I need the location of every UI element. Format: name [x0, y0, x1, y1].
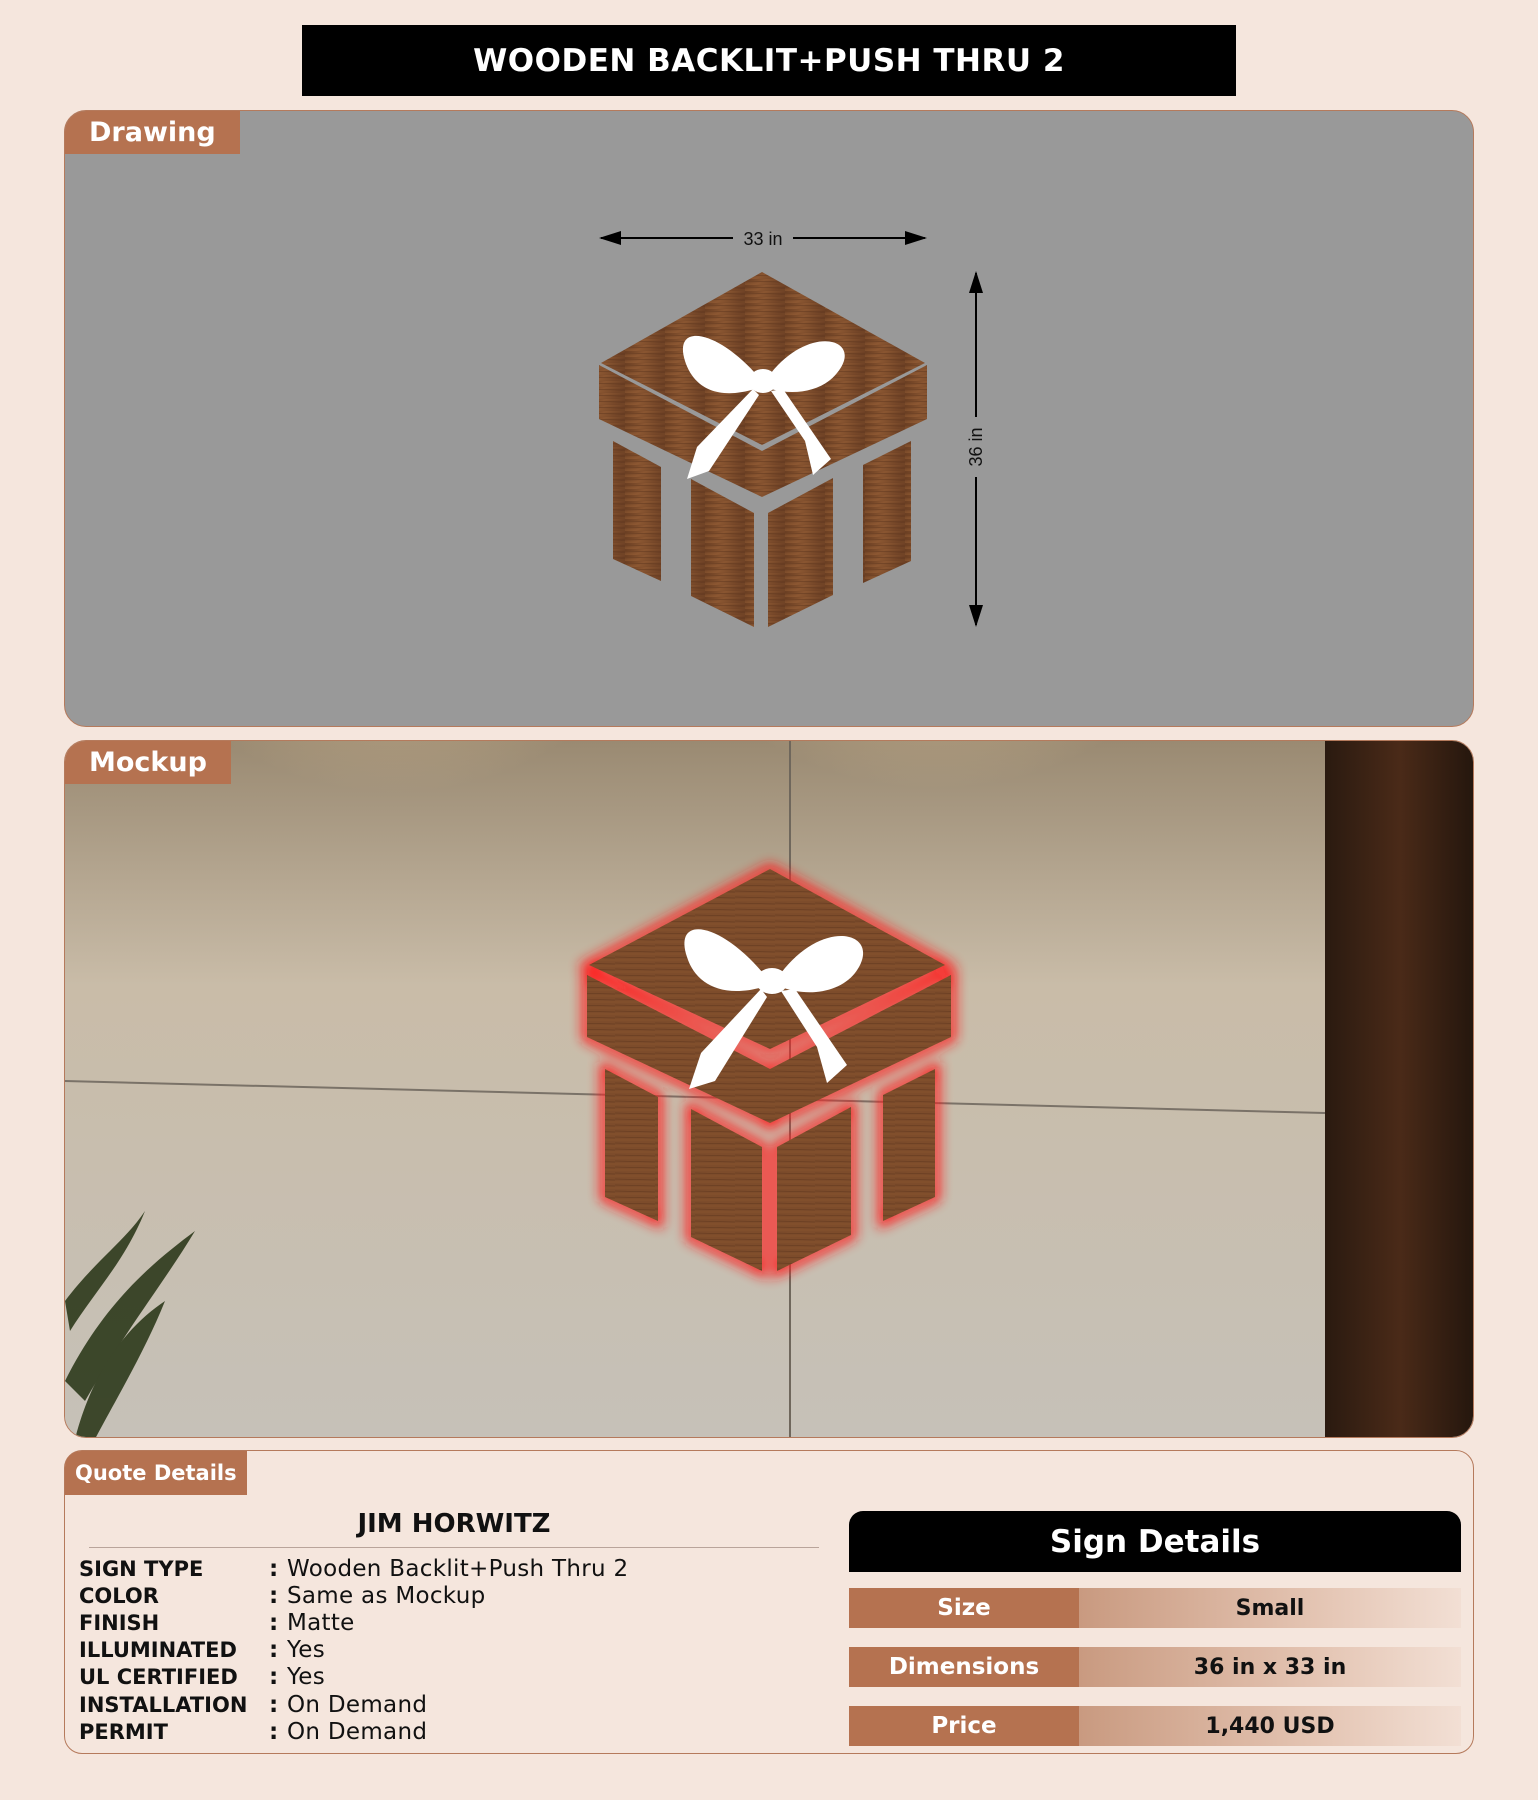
spec-colon: :	[269, 1609, 279, 1636]
detail-label: Dimensions	[849, 1647, 1079, 1687]
detail-label: Size	[849, 1588, 1079, 1628]
mockup-panel	[64, 740, 1474, 1438]
detail-value: 36 in x 33 in	[1079, 1647, 1461, 1687]
detail-label: Price	[849, 1706, 1079, 1746]
customer-name: JIM HORWITZ	[89, 1509, 819, 1548]
mockup-tag: Mockup	[65, 741, 231, 784]
spec-label: SIGN TYPE	[79, 1556, 204, 1581]
drawing-canvas	[65, 111, 1474, 727]
spec-value: On Demand	[287, 1691, 428, 1718]
spec-label: PERMIT	[79, 1719, 168, 1744]
spec-label: FINISH	[79, 1610, 160, 1635]
spec-colon: :	[269, 1691, 279, 1718]
spec-value: Yes	[287, 1637, 326, 1664]
spec-row-finish	[79, 1609, 628, 1636]
spec-colon: :	[269, 1718, 279, 1745]
spec-row-sign-type	[79, 1555, 628, 1582]
spec-label: INSTALLATION	[79, 1692, 248, 1717]
detail-row-price	[849, 1706, 1461, 1746]
spec-value: Yes	[287, 1664, 326, 1691]
mockup-image	[65, 741, 1474, 1438]
height-dimension	[964, 271, 988, 627]
spec-value: Same as Mockup	[287, 1582, 486, 1609]
spec-row-permit	[79, 1718, 628, 1745]
gift-box-drawing	[599, 272, 927, 627]
width-dimension	[599, 226, 927, 250]
spec-label: UL CERTIFIED	[79, 1665, 238, 1690]
spec-value: Matte	[287, 1609, 355, 1636]
detail-value: 1,440 USD	[1079, 1706, 1461, 1746]
spec-colon: :	[269, 1555, 279, 1582]
page-title: WOODEN BACKLIT+PUSH THRU 2	[302, 25, 1236, 96]
sign-details-title: Sign Details	[849, 1511, 1461, 1572]
spec-row-illuminated	[79, 1637, 628, 1664]
spec-colon: :	[269, 1664, 279, 1691]
detail-row-dimensions	[849, 1647, 1461, 1687]
drawing-panel	[64, 110, 1474, 727]
quote-details-tag: Quote Details	[65, 1451, 247, 1495]
spec-value: On Demand	[287, 1718, 428, 1745]
spec-row-installation	[79, 1691, 628, 1718]
spec-list	[79, 1555, 628, 1745]
spec-colon: :	[269, 1637, 279, 1664]
detail-value: Small	[1079, 1588, 1461, 1628]
detail-row-size	[849, 1588, 1461, 1628]
spec-label: ILLUMINATED	[79, 1638, 237, 1663]
spec-row-ul-certified	[79, 1664, 628, 1691]
spec-colon: :	[269, 1582, 279, 1609]
quote-details-panel	[64, 1450, 1474, 1754]
spec-value: Wooden Backlit+Push Thru 2	[287, 1555, 629, 1582]
spec-row-color	[79, 1582, 628, 1609]
height-label: 36 in	[966, 427, 986, 467]
spec-label: COLOR	[79, 1583, 159, 1608]
width-label: 33 in	[743, 229, 783, 249]
drawing-tag: Drawing	[65, 111, 240, 154]
